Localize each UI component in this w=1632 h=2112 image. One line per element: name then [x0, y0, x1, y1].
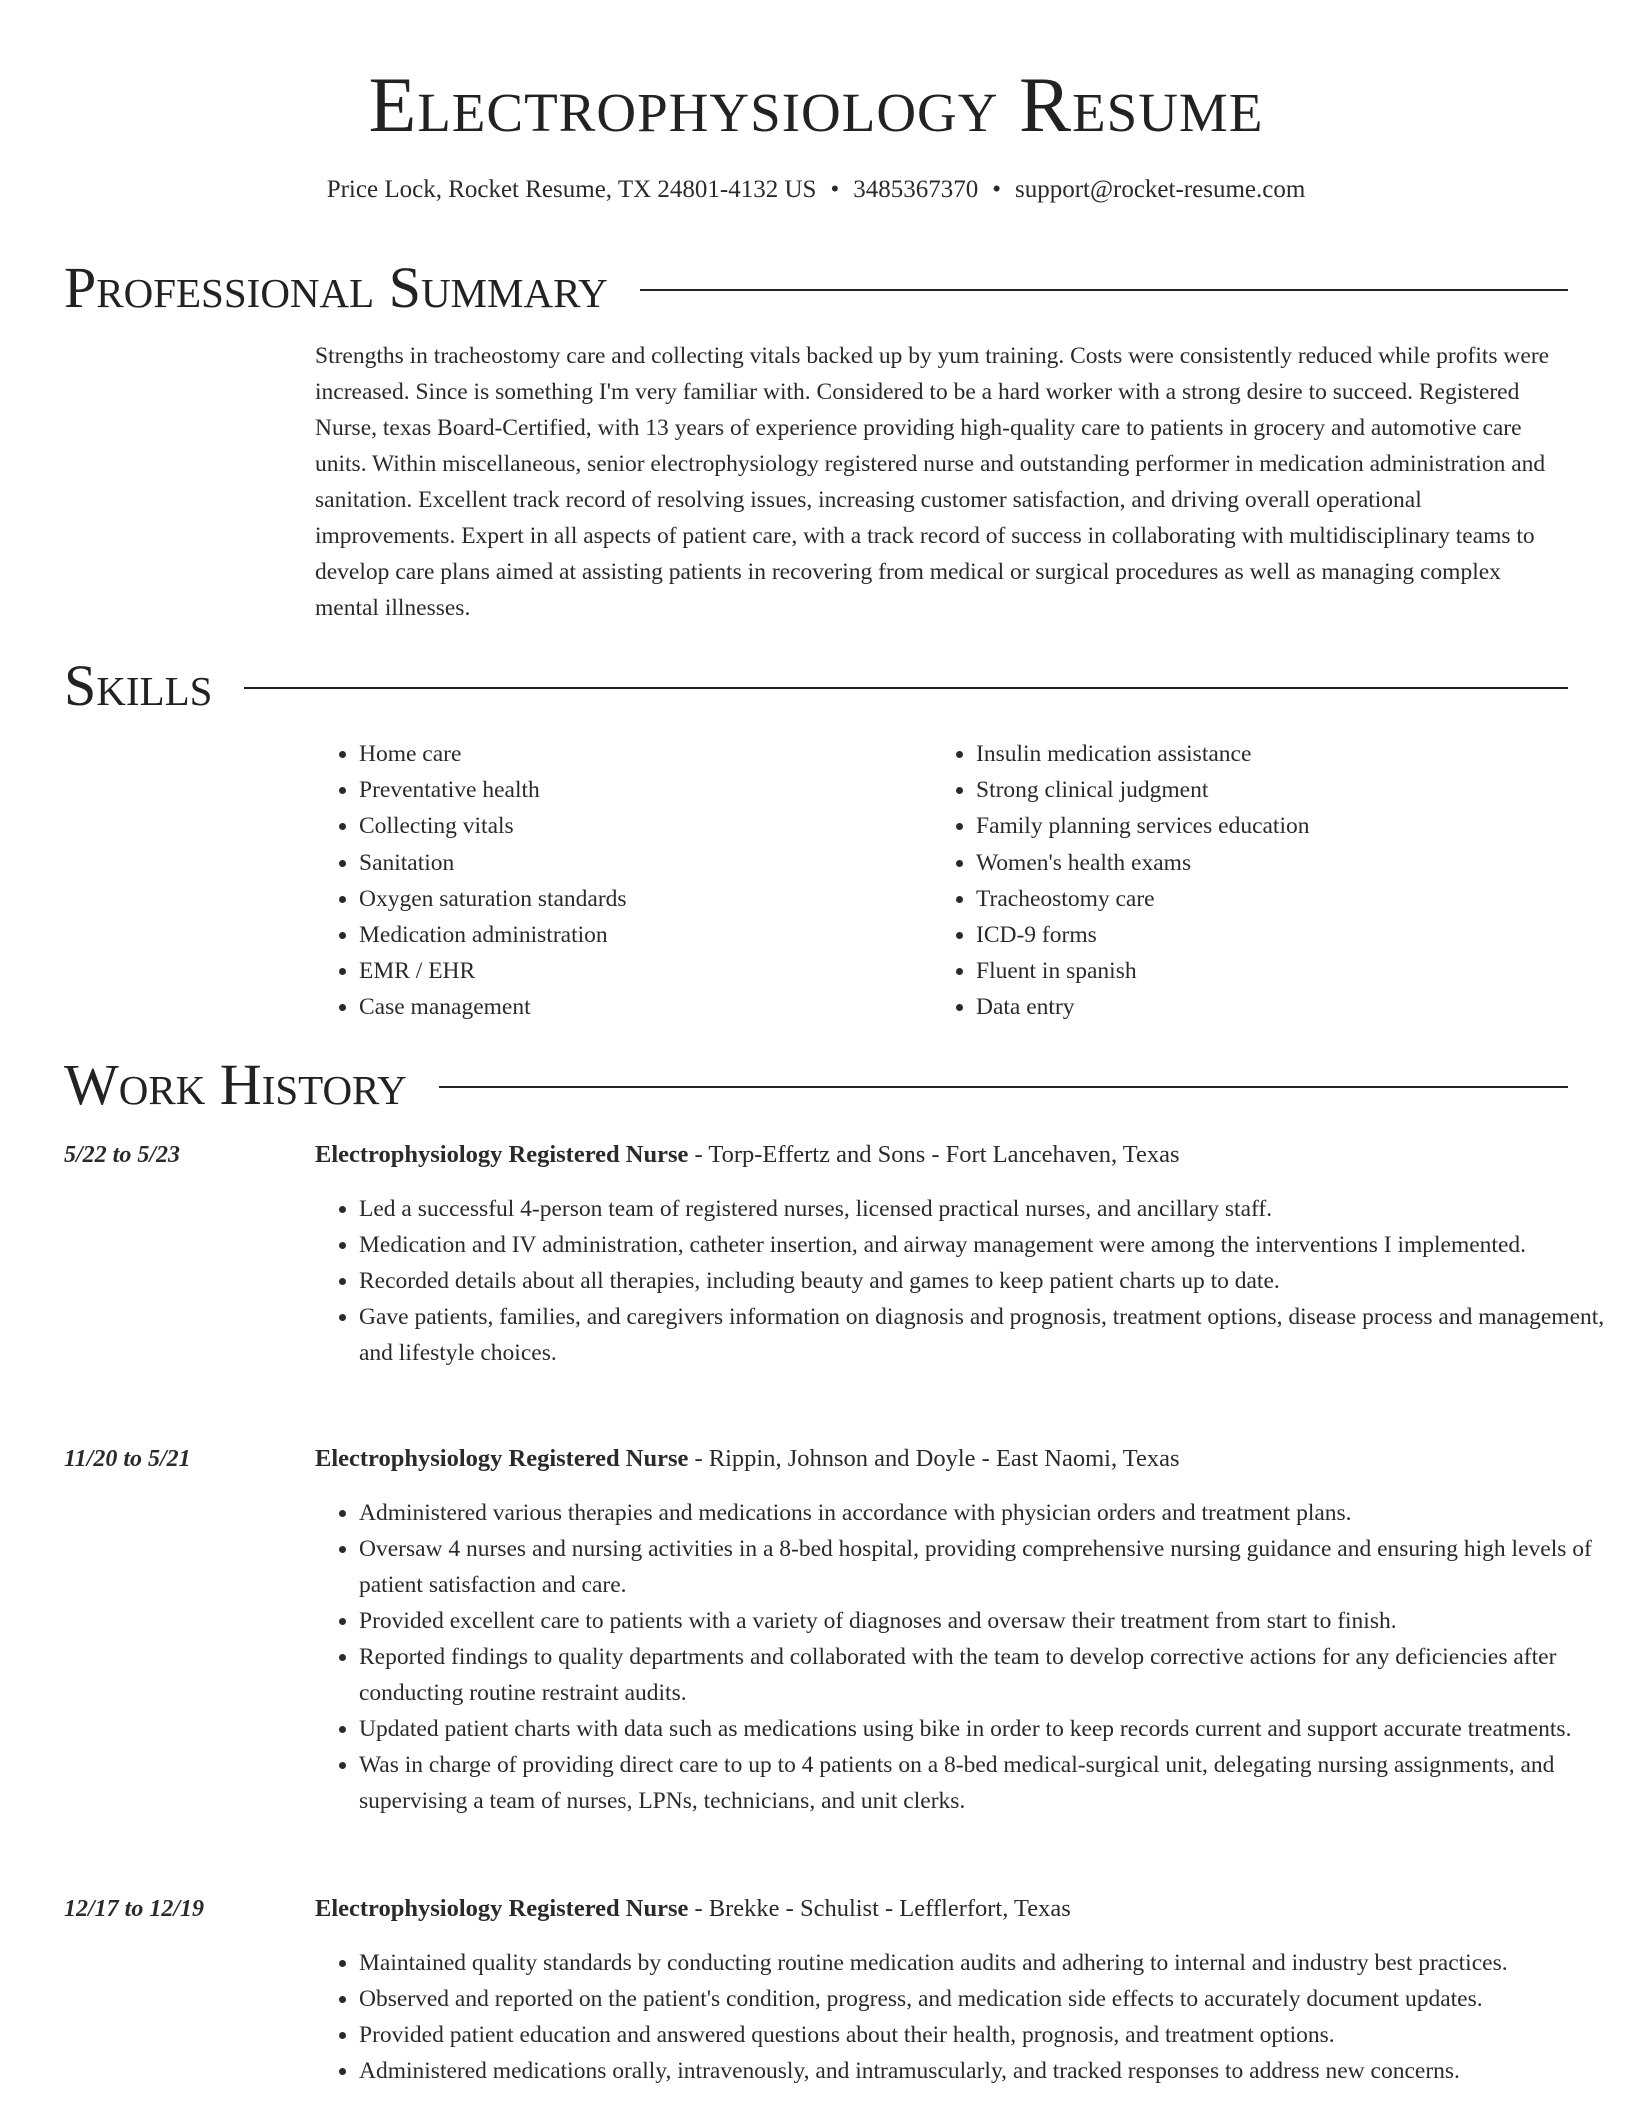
job-employer: - Torp-Effertz and Sons - Fort Lancehaven, Texas — [688, 1141, 1180, 1168]
job-title-line — [315, 1137, 1180, 1173]
contact-line — [0, 172, 1632, 208]
job-bullet: • Updated patient charts with data such as medications using bike in order to keep records current and support accurate treatments. — [359, 1711, 1619, 1747]
job-role: Electrophysiology Registered Nurse — [315, 1895, 689, 1922]
section-divider — [439, 1086, 1568, 1088]
skill-item: • Collecting vitals — [359, 808, 919, 844]
job-bullet: • Provided excellent care to patients with a variety of diagnoses and oversaw their treatment from start to finish. — [359, 1603, 1619, 1639]
job-dates: 12/17 to 12/19 — [64, 1896, 205, 1922]
job-dates: 5/22 to 5/23 — [64, 1142, 181, 1168]
skills-list-left — [315, 736, 919, 1026]
skills-section-header — [64, 651, 1568, 721]
contact-separator: • — [992, 176, 1001, 203]
summary-section-header — [64, 253, 1568, 323]
job-employer: - Rippin, Johnson and Doyle - East Naomi, Texas — [688, 1445, 1180, 1472]
contact-address: Price Lock, Rocket Resume, TX 24801-4132 US — [326, 176, 817, 203]
job-bullet: • Provided patient education and answered questions about their health, prognosis, and treatment options. — [359, 2017, 1619, 2053]
skill-item: • Strong clinical judgment — [976, 772, 1596, 808]
job-bullet: • Administered various therapies and medications in accordance with physician orders and treatment plans. — [359, 1495, 1619, 1531]
job-bullet: • Gave patients, families, and caregivers information on diagnosis and prognosis, treatment options, disease process and management, and lifestyle choices. — [359, 1299, 1619, 1371]
work-heading: Work History — [64, 1052, 407, 1117]
skills-list-right — [932, 736, 1596, 1026]
skill-item: • EMR / EHR — [359, 953, 919, 989]
summary-heading: Professional Summary — [64, 255, 608, 320]
job-bullet: • Administered medications orally, intravenously, and intramuscularly, and tracked responses to address new concerns. — [359, 2053, 1619, 2089]
job-role: Electrophysiology Registered Nurse — [315, 1445, 689, 1472]
skill-item: • Women's health exams — [976, 845, 1596, 881]
skill-item: • ICD-9 forms — [976, 917, 1596, 953]
skill-item: • Oxygen saturation standards — [359, 881, 919, 917]
skill-item: • Fluent in spanish — [976, 953, 1596, 989]
skill-item: • Insulin medication assistance — [976, 736, 1596, 772]
job-bullet: • Observed and reported on the patient's condition, progress, and medication side effects to accurately document updates. — [359, 1981, 1619, 2017]
skill-item: • Sanitation — [359, 845, 919, 881]
summary-text: Strengths in tracheostomy care and collecting vitals backed up by yum training. Costs were consistently reduced while profits were increased. Since is something I'm very familiar with. Considered to be a hard worker with a strong desire to succeed. Registered Nurse, texas Board-Certified, with 13 years of experience providing high-quality care to patients in grocery and automotive care units. Within miscellaneous, senior electrophysiology registered nurse and outstanding performer in medication administration and sanitation. Excellent track record of resolving issues, increasing customer satisfaction, and driving overall operational improvements. Expert in all aspects of patient care, with a track record of success in collaborating with multidisciplinary teams to develop care plans aimed at assisting patients in recovering from medical or surgical procedures as well as managing complex mental illnesses. — [315, 343, 1550, 621]
contact-separator: • — [830, 176, 840, 203]
section-divider — [640, 289, 1568, 291]
job-title-line — [315, 1891, 1071, 1927]
job-bullet: • Recorded details about all therapies, including beauty and games to keep patient charts up to date. — [359, 1263, 1619, 1299]
job-bullet: • Reported findings to quality departments and collaborated with the team to develop corrective actions for any deficiencies after conducting routine restraint audits. — [359, 1639, 1619, 1711]
job-bullet: • Was in charge of providing direct care to up to 4 patients on a 8-bed medical-surgical unit, delegating nursing assignments, and supervising a team of nurses, LPNs, technicians, and unit clerks. — [359, 1747, 1619, 1819]
skill-item: • Tracheostomy care — [976, 881, 1596, 917]
job-employer: - Brekke - Schulist - Lefflerfort, Texas — [688, 1895, 1071, 1922]
skills-heading: Skills — [64, 653, 213, 718]
skill-item: • Medication administration — [359, 917, 919, 953]
job-bullet: • Oversaw 4 nurses and nursing activities in a 8-bed hospital, providing comprehensive nursing guidance and ensuring high levels of patient satisfaction and care. — [359, 1531, 1619, 1603]
contact-email: support@rocket-resume.com — [1014, 176, 1306, 203]
skill-item: • Data entry — [976, 989, 1596, 1025]
resume-title: Electrophysiology Resume — [368, 61, 1264, 148]
skill-item: • Family planning services education — [976, 808, 1596, 844]
skill-item: • Preventative health — [359, 772, 919, 808]
skill-item: • Case management — [359, 989, 919, 1025]
skill-item: • Home care — [359, 736, 919, 772]
work-section-header — [64, 1050, 1568, 1120]
job-dates: 11/20 to 5/21 — [64, 1446, 191, 1472]
job-role: Electrophysiology Registered Nurse — [315, 1141, 689, 1168]
job-bullet: • Maintained quality standards by conducting routine medication audits and adhering to internal and industry best practices. — [359, 1945, 1619, 1981]
section-divider — [244, 687, 1568, 689]
job-bullets — [315, 1191, 1619, 1371]
job-bullet: • Led a successful 4-person team of registered nurses, licensed practical nurses, and ancillary staff. — [359, 1191, 1619, 1227]
job-bullet: • Medication and IV administration, catheter insertion, and airway management were among the interventions I implemented. — [359, 1227, 1619, 1263]
job-title-line — [315, 1441, 1180, 1477]
job-bullets — [315, 1495, 1619, 1819]
contact-phone: 3485367370 — [853, 176, 979, 203]
job-bullets — [315, 1945, 1619, 2089]
